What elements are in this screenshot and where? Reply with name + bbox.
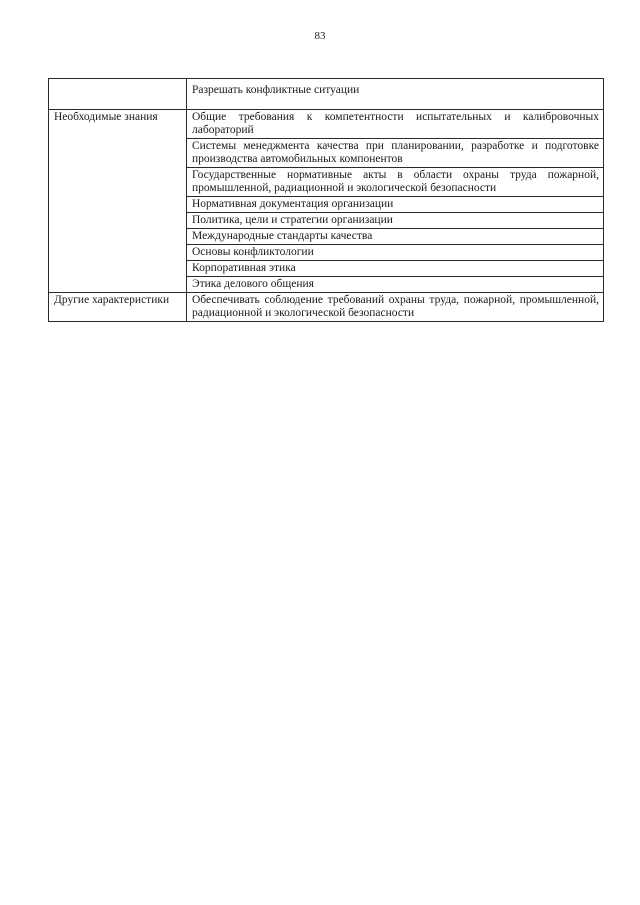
section-label-knowledge: Необходимые знания [49,110,187,293]
table-row [49,110,604,139]
row-value: Системы менеджмента качества при планировании, разработке и подготовке производства автомобильных компонентов [187,139,604,168]
row-value: Государственные нормативные акты в области охраны труда пожарной, промышленной, радиационной и экологической безопасности [187,168,604,197]
row-value: Политика, цели и стратегии организации [187,213,604,229]
section-label-other: Другие характеристики [49,293,187,322]
characteristics-table [48,78,604,322]
row-value: Общие требования к компетентности испытательных и калибровочных лабораторий [187,110,604,139]
table-row [49,293,604,322]
row-value: Этика делового общения [187,277,604,293]
row-value: Международные стандарты качества [187,229,604,245]
row-value: Корпоративная этика [187,261,604,277]
page-number: 83 [314,30,326,42]
row-value: Основы конфликтологии [187,245,604,261]
table-row [49,79,604,110]
row-label [49,79,187,110]
row-value: Разрешать конфликтные ситуации [187,79,604,110]
row-value: Обеспечивать соблюдение требований охраны труда, пожарной, промышленной, радиационной и экологической безопасности [187,293,604,322]
row-value: Нормативная документация организации [187,197,604,213]
